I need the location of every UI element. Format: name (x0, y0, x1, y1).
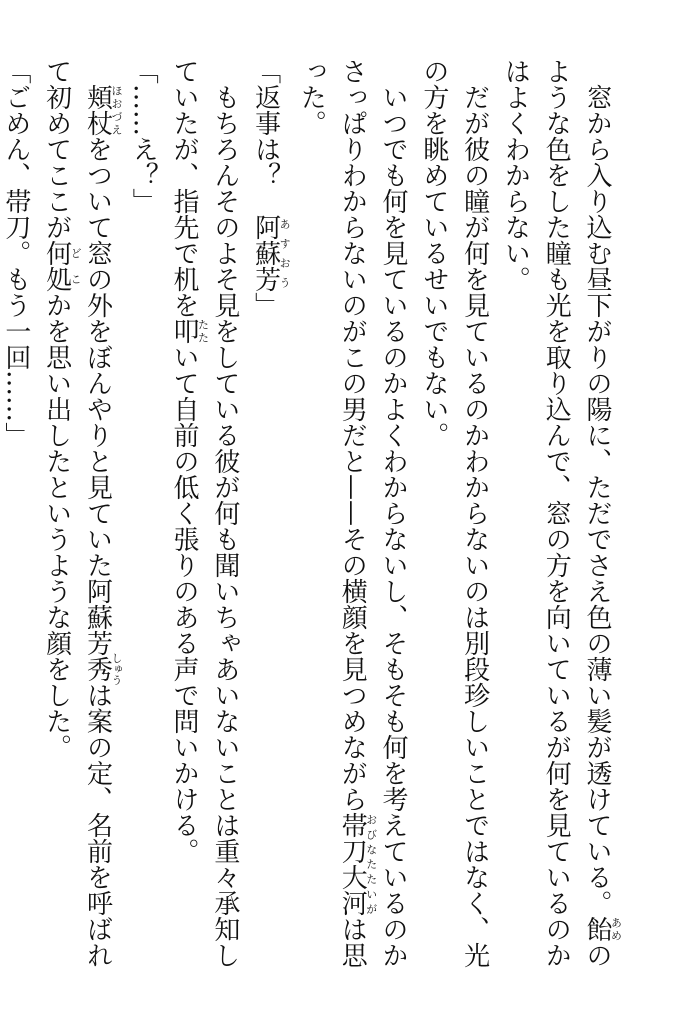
narration-paragraph (163, 58, 245, 978)
narration-paragraph (495, 58, 622, 978)
narration-paragraph (36, 58, 123, 978)
ruby-annotation (82, 652, 123, 686)
ruby-annotation (169, 266, 199, 292)
ruby-reading: ほおづえ (109, 84, 123, 136)
text-run: 」 (250, 292, 281, 318)
ruby-annotation (169, 318, 210, 344)
text-run: 窓から入り込む昼下がりの陽に、ただでさえ色の薄い髪が透けている。 (582, 84, 612, 916)
ruby-reading: おびなたたいが (364, 812, 378, 916)
text-run: を (169, 292, 200, 318)
ruby-base: 帯刀大河 (337, 812, 368, 916)
text-run: だが彼の瞳が何を見ているのかわからないのは別段珍しいことではなく、光の方を眺めているせいでもない。 (418, 58, 490, 968)
text-run: かを思い出したというような顔をした。 (41, 292, 72, 760)
ruby-annotation (250, 214, 292, 292)
text-run: もちろんそのよそ見をしている彼が何も聞いちゃあいないことは重々承知していたが、指先で (169, 58, 240, 968)
ruby-base: 飴 (582, 916, 612, 942)
text-run: は案の定、名前を呼ばれて初めてここが (41, 58, 113, 968)
ruby-reading: あすおう (278, 214, 292, 292)
ruby-base: 秀 (82, 652, 113, 686)
ruby-annotation (41, 240, 83, 292)
ruby-base: 叩 (169, 318, 200, 344)
text-run: 「……え？」 (128, 58, 159, 214)
narration-paragraph (413, 58, 495, 978)
dialogue-line (0, 58, 36, 978)
dialogue-line (245, 58, 291, 978)
text-run: 「ごめん、帯刀。もう一回……」 (0, 58, 31, 448)
ruby-reading: あめ (609, 916, 623, 942)
text-run: いつでも何を見ているのかよくわからないし、そもそも何を考えているのかさっぱりわからないのがこの男だと——その横顔を見つめながら (337, 58, 409, 968)
text-run: 「返事は？ (250, 58, 281, 214)
ruby-base: 机 (169, 266, 200, 292)
narration-paragraph (291, 58, 413, 978)
ruby-annotation (82, 84, 123, 136)
ruby-reading: たた (196, 318, 210, 344)
text-run: いて自前の低く張りのある声で問いかける。 (169, 344, 200, 864)
ruby-reading: どこ (69, 240, 83, 292)
ruby-base: 阿蘇芳 (250, 214, 281, 292)
ruby-base: 何処 (41, 240, 72, 292)
text-run: のような色をした瞳も光を取り込んで、窓の方を向いているが何を見ているのかはよくわからない。 (500, 58, 612, 968)
text-run: は思った。 (296, 58, 368, 968)
ruby-annotation (582, 916, 623, 942)
vertical-text-body (0, 58, 622, 978)
dialogue-line (122, 58, 163, 978)
ruby-reading: しゅう (109, 652, 123, 686)
ruby-annotation (337, 812, 378, 916)
text-run: をついて窓の外をぼんやりと見ていた阿蘇芳 (82, 136, 113, 656)
ruby-base: 頬杖 (82, 84, 113, 136)
